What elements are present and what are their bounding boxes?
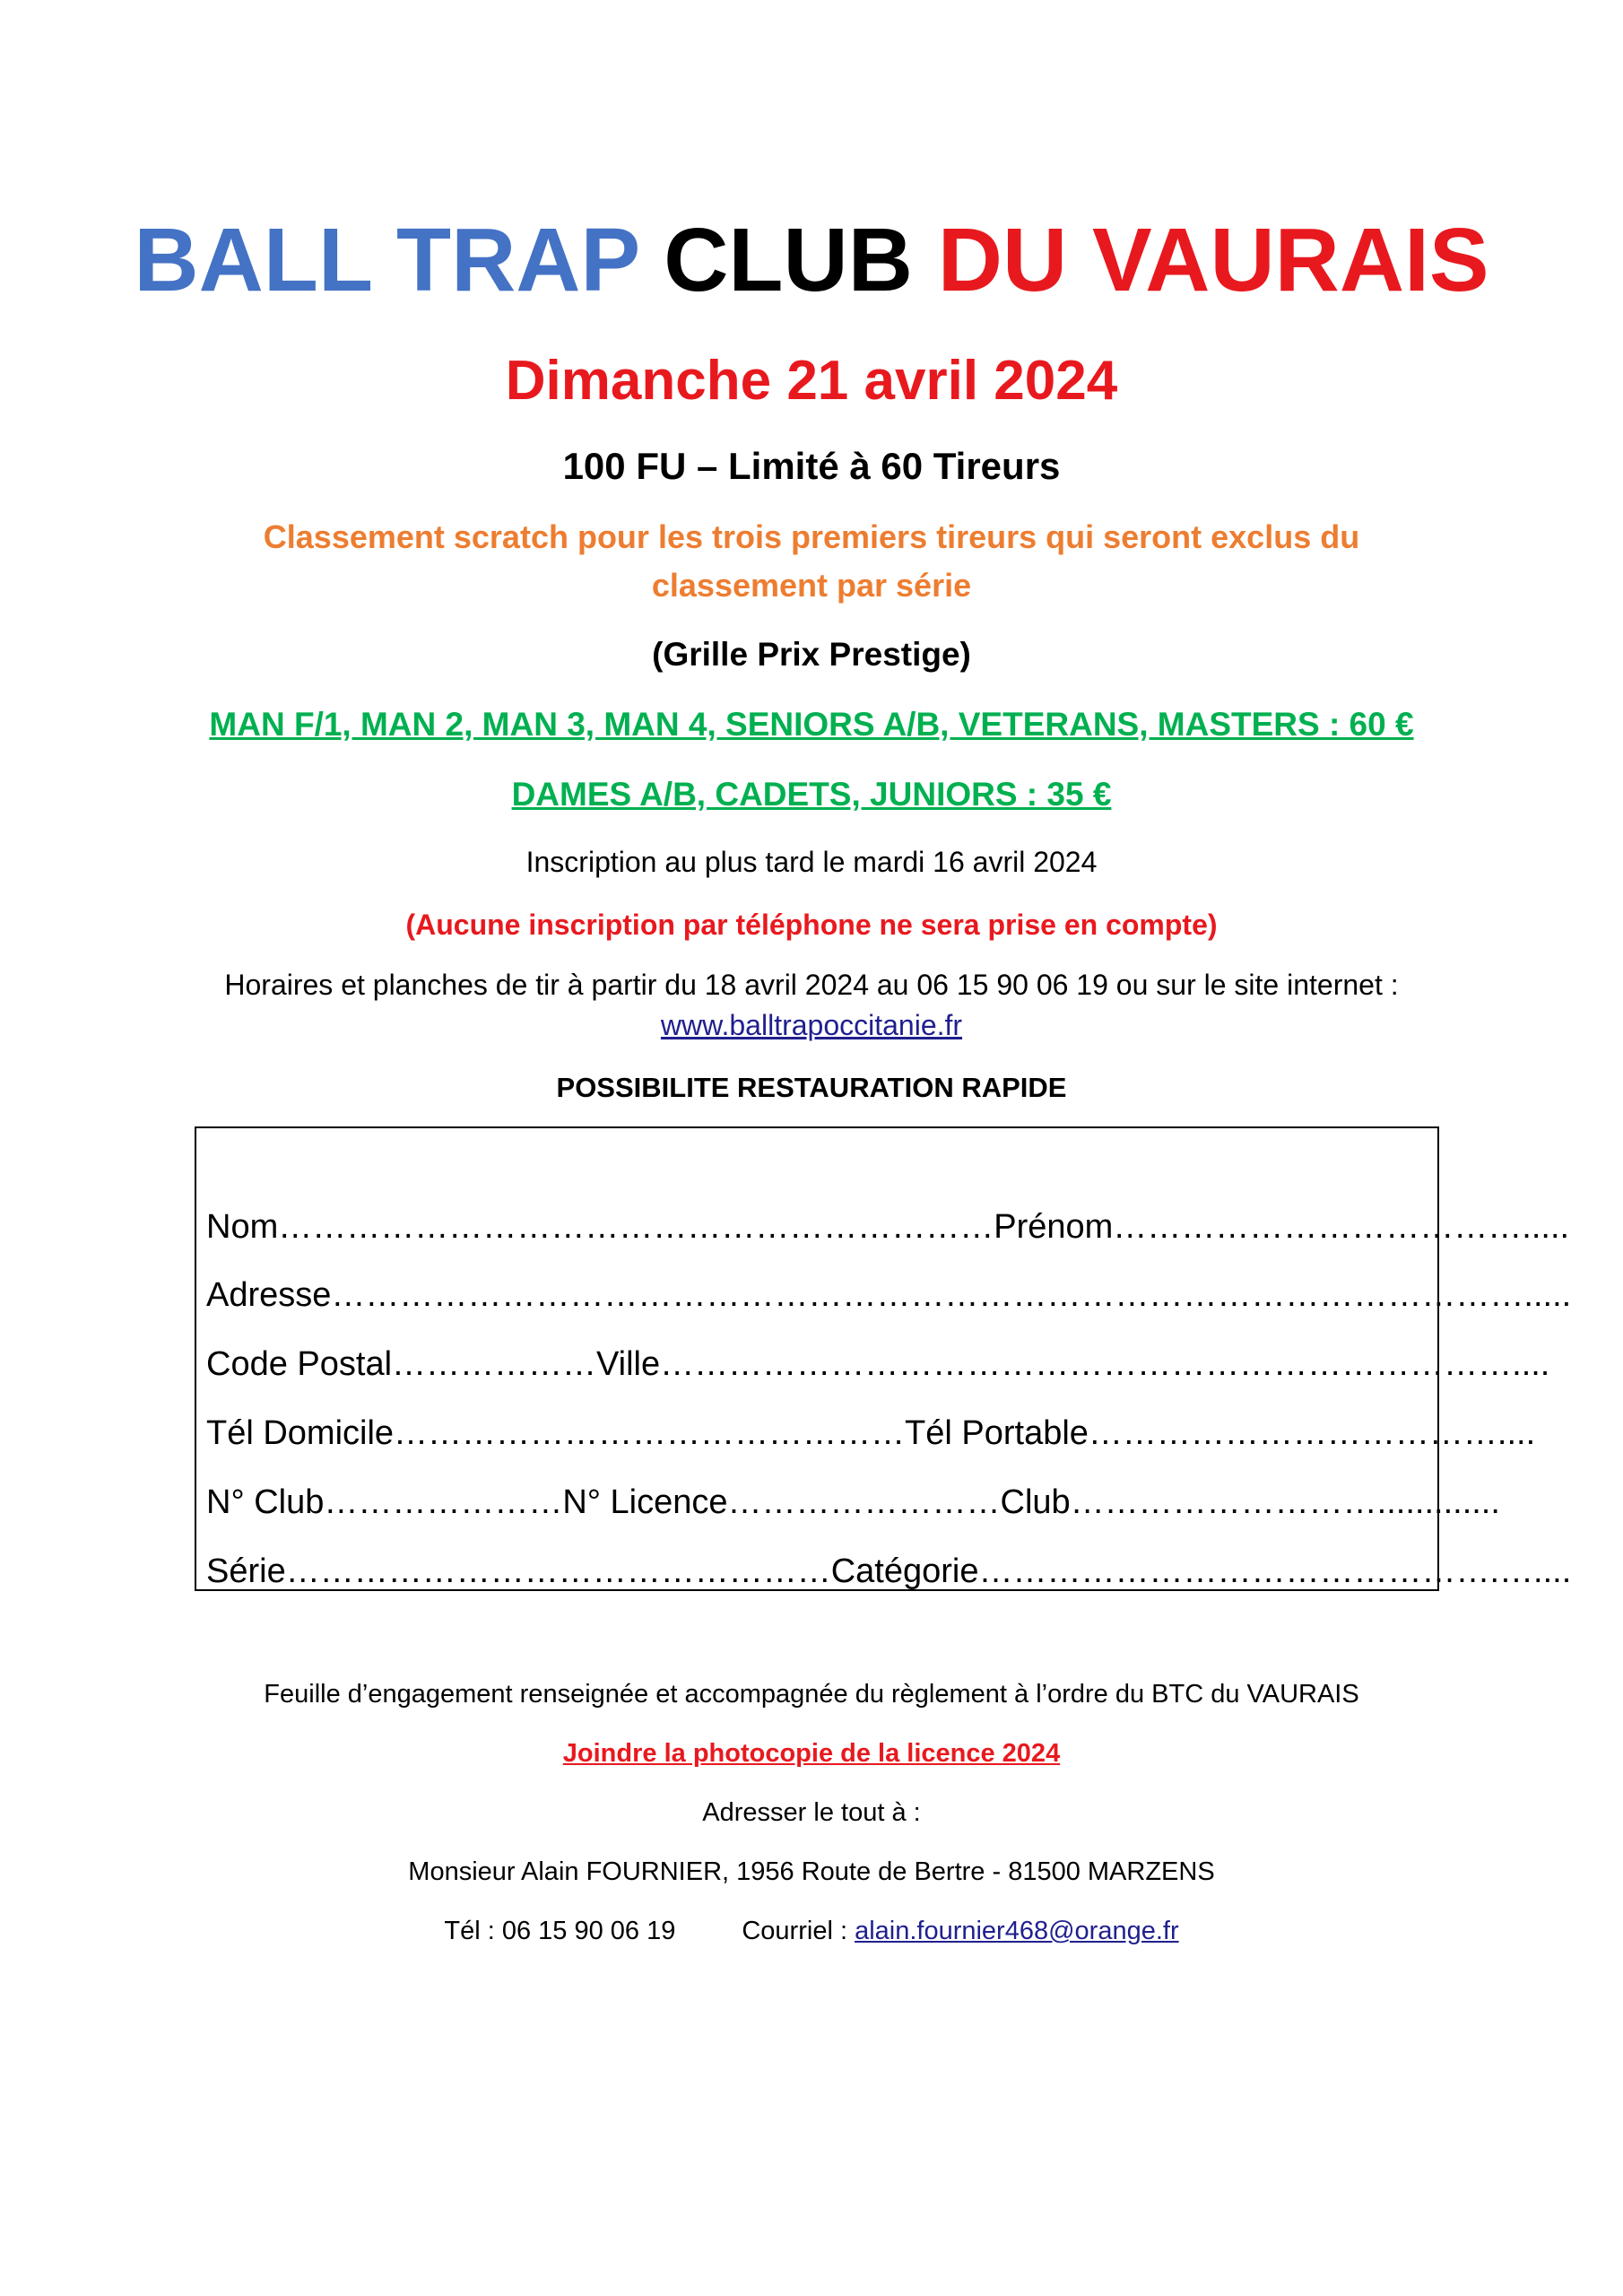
title-club: CLUB <box>664 210 938 310</box>
footer-feuille: Feuille d’engagement renseignée et accompagnée du règlement à l’ordre du BTC du VAURAIS <box>264 1680 1359 1709</box>
inscription-deadline: Inscription au plus tard le mardi 16 avril 2024 <box>525 846 1098 878</box>
footer-joindre: Joindre la photocopie de la licence 2024 <box>562 1739 1061 1768</box>
footer-address: Monsieur Alain FOURNIER, 1956 Route de Bertre - 81500 MARZENS <box>408 1857 1215 1886</box>
title-du-vaurais: DU VAURAIS <box>937 210 1489 310</box>
footer-phone: Tél : 06 15 90 06 19 <box>444 1917 676 1945</box>
grille-label: (Grille Prix Prestige) <box>652 636 971 673</box>
form-line-nom-prenom[interactable]: Nom………………………………………………………Prénom………………………………..... <box>206 1208 1570 1246</box>
no-phone-notice: (Aucune inscription par téléphone ne sera prise en compte) <box>405 909 1218 941</box>
tarif-hommes: MAN F/1, MAN 2, MAN 3, MAN 4, SENIORS A/B, VETERANS, MASTERS : 60 € <box>209 706 1414 743</box>
scratch-note: Classement scratch pour les trois premiers tireurs qui seront exclus du classement par série <box>263 518 1360 604</box>
horaires-text: Horaires et planches de tir à partir du 18 avril 2024 au 06 15 90 06 19 ou sur le site internet : <box>224 969 1399 1001</box>
title-ball-trap: BALL TRAP <box>134 210 664 310</box>
form-line-adresse[interactable]: Adresse……………………………………………………………………………………………..... <box>206 1276 1572 1314</box>
form-line-telephones[interactable]: Tél Domicile………………………………………Tél Portable……………………………….... <box>206 1414 1536 1452</box>
footer-contact <box>0 1910 1623 1952</box>
form-line-code-postal-ville[interactable]: Code Postal………………Ville………………………………………………………………….... <box>206 1345 1550 1383</box>
event-date: Dimanche 21 avril 2024 <box>505 350 1118 412</box>
form-line-club-licence[interactable]: N° Club…………………N° Licence……………………Club………………………............. <box>206 1483 1500 1521</box>
footer-email-link[interactable]: alain.fournier468@orange.fr <box>855 1917 1179 1945</box>
page-title <box>0 202 1623 318</box>
footer-adresser: Adresser le tout à : <box>702 1798 921 1827</box>
restauration-notice: POSSIBILITE RESTAURATION RAPIDE <box>556 1072 1067 1103</box>
form-line-serie-categorie[interactable]: Série…………………………………………Catégorie……………………………………….….... <box>206 1552 1572 1590</box>
tarif-dames: DAMES A/B, CADETS, JUNIORS : 35 € <box>511 776 1112 813</box>
website-link[interactable]: www.balltrapoccitanie.fr <box>660 1009 963 1041</box>
footer-email-label: Courriel : <box>742 1917 855 1945</box>
event-subtitle: 100 FU – Limité à 60 Tireurs <box>562 445 1061 487</box>
